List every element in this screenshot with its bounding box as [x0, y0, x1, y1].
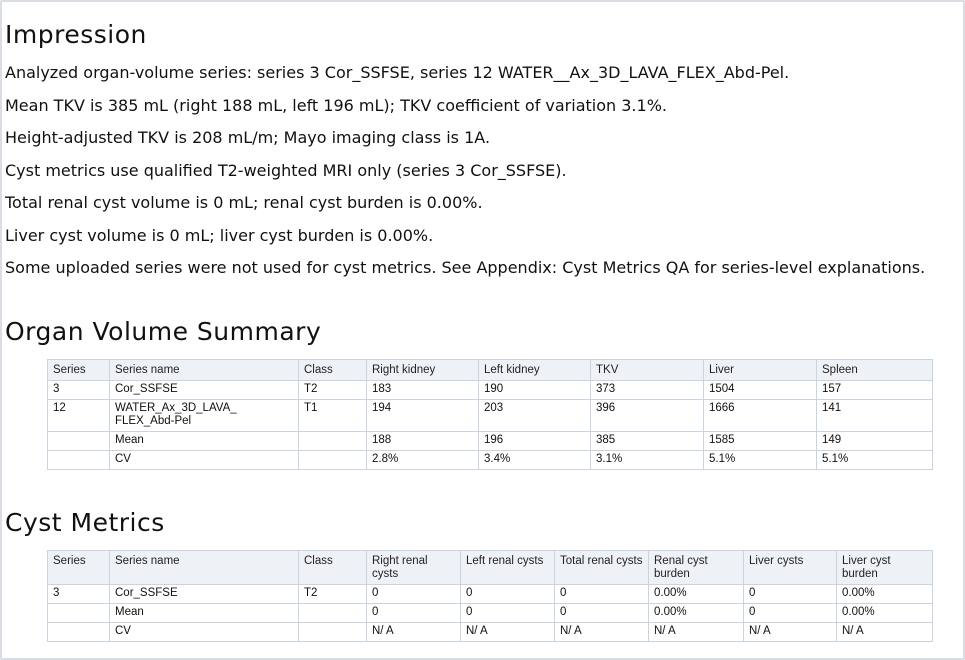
column-header: Series name — [110, 551, 299, 585]
table-cell: 0 — [555, 585, 649, 604]
organ-volume-heading: Organ Volume Summary — [5, 317, 322, 346]
table-cell: 0.00% — [649, 604, 744, 623]
table-cell: N/ A — [744, 623, 837, 642]
table-cell: 0 — [367, 604, 461, 623]
table-cell — [48, 451, 110, 470]
table-cell: N/ A — [555, 623, 649, 642]
table-cell: 1585 — [704, 432, 817, 451]
table-cell: T2 — [299, 381, 367, 400]
table-cell: WATER_Ax_3D_LAVA_ FLEX_Abd-Pel — [110, 400, 299, 432]
table-cell: 0 — [461, 585, 555, 604]
column-header: TKV — [591, 360, 704, 381]
column-header: Left renal cysts — [461, 551, 555, 585]
table-cell: 0.00% — [837, 585, 933, 604]
table-cell: 3 — [48, 585, 110, 604]
column-header: Total renal cysts — [555, 551, 649, 585]
column-header: Class — [299, 360, 367, 381]
table-cell: 194 — [367, 400, 479, 432]
table-cell: CV — [110, 451, 299, 470]
organ-volume-table — [47, 359, 933, 470]
table-cell: 396 — [591, 400, 704, 432]
impression-line: Total renal cyst volume is 0 mL; renal cyst burden is 0.00%. — [5, 193, 483, 212]
table-cell: 141 — [817, 400, 933, 432]
table-cell: N/ A — [837, 623, 933, 642]
column-header: Spleen — [817, 360, 933, 381]
cyst-metrics-heading: Cyst Metrics — [5, 508, 165, 537]
table-cell: 183 — [367, 381, 479, 400]
table-cell: 1504 — [704, 381, 817, 400]
table-cell: 149 — [817, 432, 933, 451]
column-header: Liver cyst burden — [837, 551, 933, 585]
table-cell: 0.00% — [649, 585, 744, 604]
table-cell: Cor_SSFSE — [110, 381, 299, 400]
table-cell: N/ A — [649, 623, 744, 642]
column-header: Right kidney — [367, 360, 479, 381]
table-cell: 196 — [479, 432, 591, 451]
table-cell: 0 — [744, 604, 837, 623]
column-header: Class — [299, 551, 367, 585]
table-row — [48, 381, 933, 400]
table-cell: 0 — [555, 604, 649, 623]
table-cell: N/ A — [461, 623, 555, 642]
table-cell: 2.8% — [367, 451, 479, 470]
table-cell: 1666 — [704, 400, 817, 432]
table-cell: CV — [110, 623, 299, 642]
impression-line: Height-adjusted TKV is 208 mL/m; Mayo imaging class is 1A. — [5, 128, 491, 147]
impression-line: Some uploaded series were not used for cyst metrics. See Appendix: Cyst Metrics QA for series-level explanations. — [5, 258, 926, 277]
table-cell: T2 — [299, 585, 367, 604]
column-header: Left kidney — [479, 360, 591, 381]
table-cell: 3.4% — [479, 451, 591, 470]
table-row — [48, 585, 933, 604]
table-cell: 5.1% — [704, 451, 817, 470]
table-row — [48, 623, 933, 642]
table-header-row — [48, 551, 933, 585]
table-cell: 0 — [367, 585, 461, 604]
table-cell: T1 — [299, 400, 367, 432]
table-cell: 12 — [48, 400, 110, 432]
table-row — [48, 400, 933, 432]
table-cell: Cor_SSFSE — [110, 585, 299, 604]
table-cell: 3.1% — [591, 451, 704, 470]
table-cell: Mean — [110, 432, 299, 451]
table-cell: 0 — [744, 585, 837, 604]
table-cell — [48, 604, 110, 623]
table-cell: 188 — [367, 432, 479, 451]
column-header: Series — [48, 551, 110, 585]
table-cell: 190 — [479, 381, 591, 400]
table-header-row — [48, 360, 933, 381]
table-cell: 385 — [591, 432, 704, 451]
impression-line: Analyzed organ-volume series: series 3 Cor_SSFSE, series 12 WATER__Ax_3D_LAVA_FLEX_Abd-Pel. — [5, 63, 790, 82]
table-cell: 373 — [591, 381, 704, 400]
column-header: Series — [48, 360, 110, 381]
impression-heading: Impression — [5, 20, 147, 49]
column-header: Series name — [110, 360, 299, 381]
impression-line: Liver cyst volume is 0 mL; liver cyst burden is 0.00%. — [5, 225, 434, 245]
table-row — [48, 432, 933, 451]
column-header: Renal cyst burden — [649, 551, 744, 585]
table-cell: 157 — [817, 381, 933, 400]
table-cell: 203 — [479, 400, 591, 432]
table-cell — [299, 623, 367, 642]
column-header: Liver — [704, 360, 817, 381]
table-cell — [48, 623, 110, 642]
table-cell: 0.00% — [837, 604, 933, 623]
table-row — [48, 604, 933, 623]
impression-line: Cyst metrics use qualified T2-weighted MRI only (series 3 Cor_SSFSE). — [5, 160, 567, 180]
report-content — [5, 20, 963, 642]
table-cell: N/ A — [367, 623, 461, 642]
table-cell — [299, 604, 367, 623]
column-header: Right renal cysts — [367, 551, 461, 585]
cyst-metrics-table — [47, 550, 933, 642]
impression-line: Mean TKV is 385 mL (right 188 mL, left 196 mL); TKV coefficient of variation 3.1%. — [5, 95, 667, 115]
table-cell: Mean — [110, 604, 299, 623]
table-cell — [48, 432, 110, 451]
table-cell — [299, 451, 367, 470]
table-row — [48, 451, 933, 470]
table-cell: 5.1% — [817, 451, 933, 470]
table-cell: 0 — [461, 604, 555, 623]
column-header: Liver cysts — [744, 551, 837, 585]
table-cell: 3 — [48, 381, 110, 400]
table-cell — [299, 432, 367, 451]
